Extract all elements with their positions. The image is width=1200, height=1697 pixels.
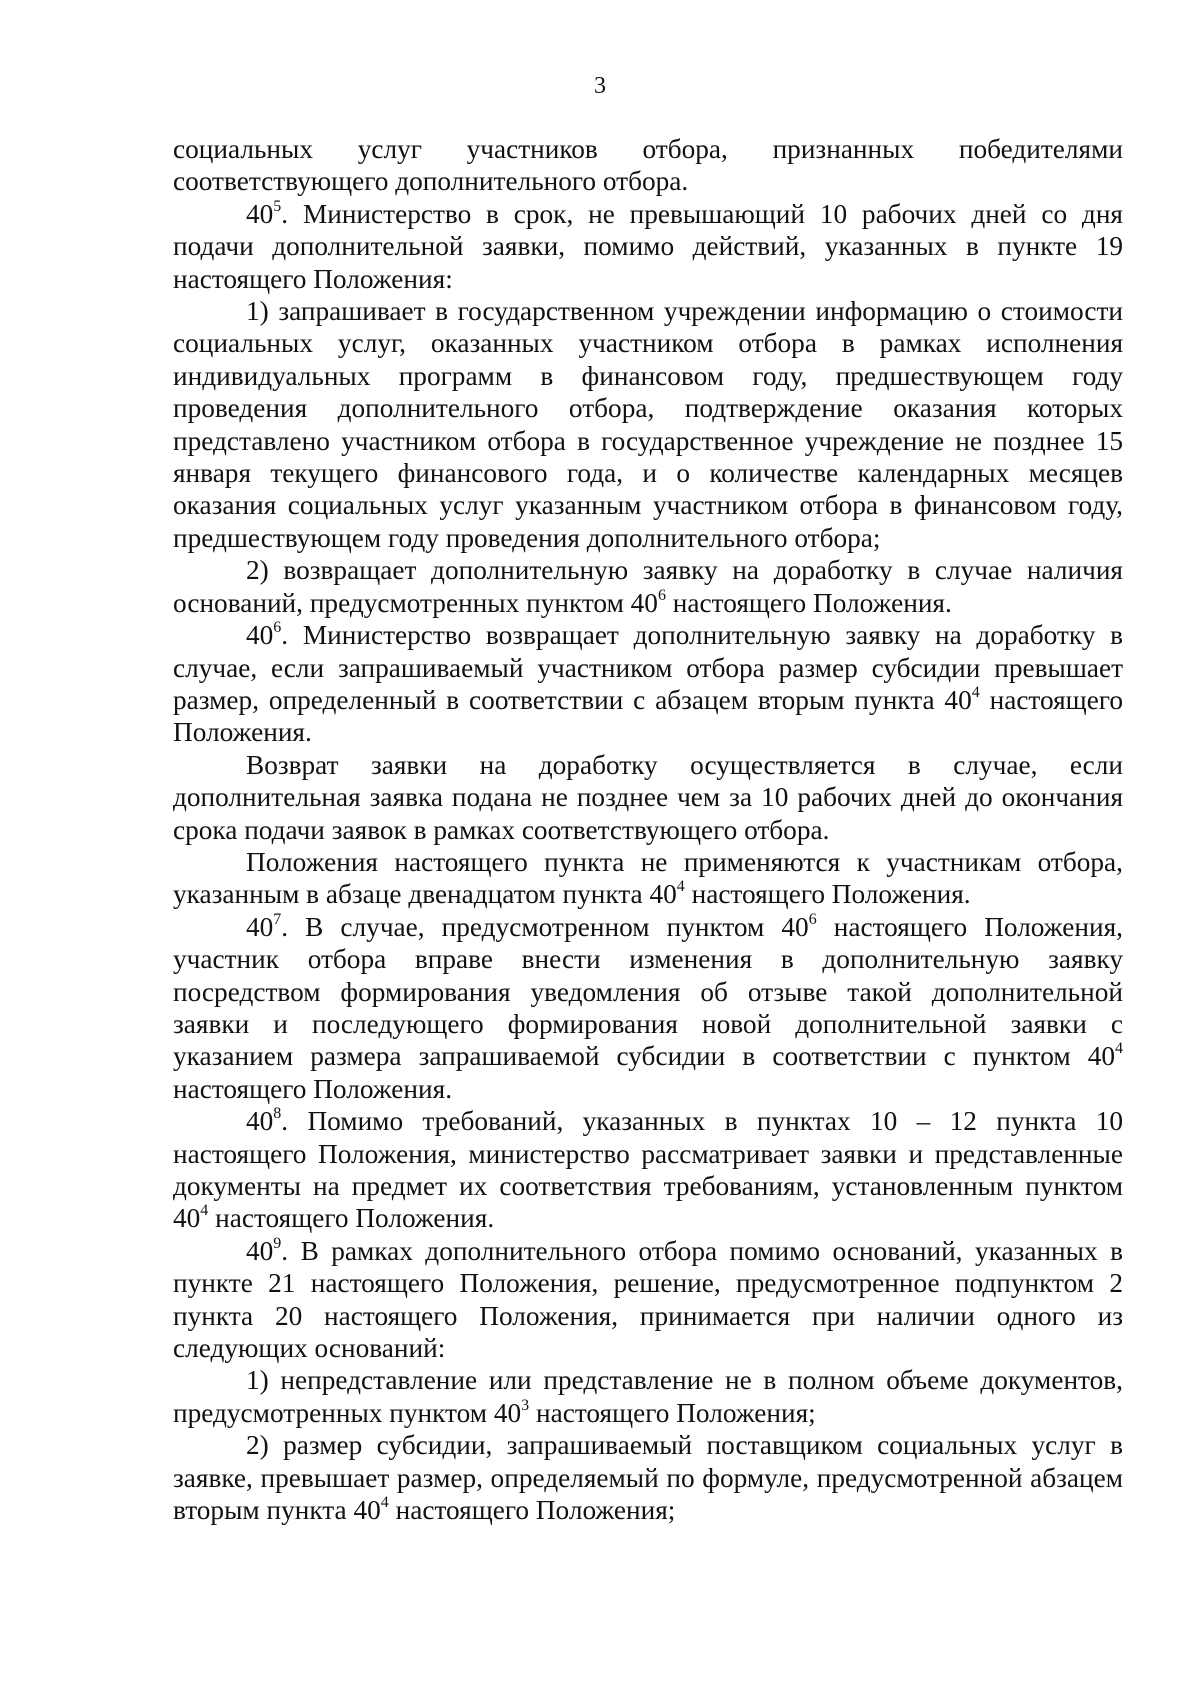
paragraph-subitem-1: 1) запрашивает в государственном учреждении информацию о стоимости социальных услуг, оказанных участником отбора в рамках исполнения индивидуальных программ в финансовом году, предшествующем году проведения дополнительного отбора, подтверждение оказания которых представлено участником отбора в государственное учреждение не позднее 15 января текущего финансового года, и о количестве календарных месяцев оказания социальных услуг указанным участником отбора в финансовом году, предшествующем году проведения дополнительного отбора; [173,296,1123,553]
paragraph: Возврат заявки на доработку осуществляется в случае, если дополнительная заявка подана не позднее чем за 10 рабочих дней до окончания срока подачи заявок в рамках соответствующего отбора. [173,749,1123,845]
paragraph-item-40-9: $40^9$. В рамках дополнительного отбора помимо оснований, указанных в пункте 21 настоящего Положения, решение, предусмотренное подпунктом 2 пункта 20 настоящего Положения, принимается при наличии одного из следующих оснований: [173,1234,1123,1364]
paragraph-item-40-7: $40^7$. В случае, предусмотренном пунктом $40^6$ настоящего Положения, участник отбора вправе внести изменения в дополнительную заявку посредством формирования уведомления об отзыве такой дополнительной заявки и последующего формирования новой дополнительной заявки с указанием размера запрашиваемой субсидии в соответствии с пунктом $40^4$ настоящего Положения. [173,910,1123,1104]
paragraph-item-40-6: $40^6$. Министерство возвращает дополнительную заявку на доработку в случае, если запрашиваемый участником отбора размер субсидии превышает размер, определенный в соответствии с абзацем вторым пункта $40^4$ настоящего Положения. [173,619,1123,748]
paragraph-subitem-2: 2) размер субсидии, запрашиваемый поставщиком социальных услуг в заявке, превышает размер, определяемый по формуле, предусмотренной абзацем вторым пункта $40^4$ настоящего Положения; [173,1430,1123,1526]
paragraph-item-40-8: $40^8$. Помимо требований, указанных в пунктах 10 – 12 пункта 10 настоящего Положения, министерство рассматривает заявки и представленные документы на предмет их соответствия требованиям, установленным пунктом $40^4$ настоящего Положения. [173,1105,1123,1234]
paragraph-item-40-5: $40^5$. Министерство в срок, не превышающий 10 рабочих дней со дня подачи дополнительной заявки, помимо действий, указанных в пункте 19 настоящего Положения: [173,197,1123,294]
page-number: 3 [594,73,606,99]
paragraph: социальных услуг участников отбора, признанных победителями соответствующего дополнительного отбора. [173,134,1123,197]
paragraph-subitem-1: 1) непредставление или представление не в полном объеме документов, предусмотренных пунктом $40^3$ настоящего Положения; [173,1365,1123,1428]
paragraph-subitem-2: 2) возвращает дополнительную заявку на доработку в случае наличия оснований, предусмотренных пунктом $40^6$ настоящего Положения. [173,555,1123,618]
paragraph: Положения настоящего пункта не применяются к участникам отбора, указанным в абзаце двенадцатом пункта $40^4$ настоящего Положения. [173,846,1123,910]
document-body [173,133,1123,1526]
